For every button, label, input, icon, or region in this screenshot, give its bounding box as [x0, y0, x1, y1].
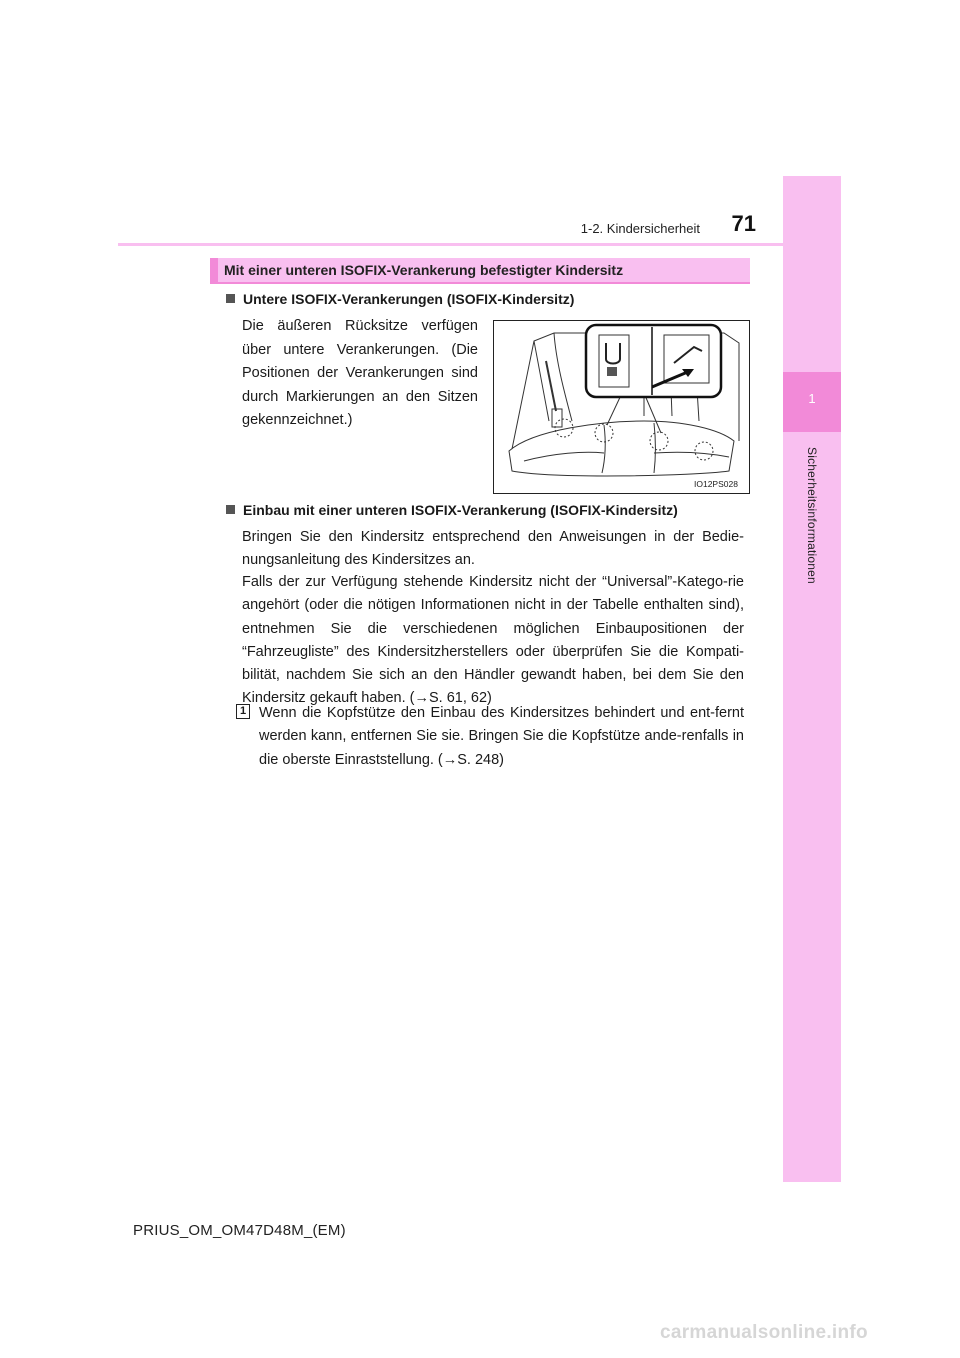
header-rule	[118, 243, 783, 246]
chapter-tab-background	[783, 176, 841, 1182]
isofix-seat-illustration	[493, 320, 750, 494]
installation-paragraph: Bringen Sie den Kindersitz entsprechend den Anweisungen in der Bedie-nungsanleitung des Kindersitzes an.	[242, 529, 744, 569]
header-section-title: 1-2. Kindersicherheit	[580, 221, 700, 236]
figure-code: IO12PS028	[694, 479, 738, 489]
compatibility-paragraph: Falls der zur Verfügung stehende Kindersitz nicht der “Universal”-Katego-rie angehört (oder die nötigen Informationen nicht in der Tabelle enthalten sind), entnehmen Sie die verschiedenen möglichen Einbaupositionen der “Fahrzeugliste” des Kindersitzherstellers oder überprüfen Sie die Kompati-bilität, nachdem Sie sich an den Händler gewandt haben, bei dem Sie den Kindersitz gekauft haben. (→S. 61, 62)	[242, 574, 744, 707]
box-heading-underline	[210, 282, 750, 284]
step-number-badge: 1	[236, 704, 250, 719]
box-heading: Mit einer unteren ISOFIX-Verankerung befestigter Kindersitz	[210, 258, 750, 282]
square-bullet-icon	[226, 294, 235, 303]
footer-document-id: PRIUS_OM_OM47D48M_(EM)	[133, 1222, 346, 1239]
chapter-tab-title	[783, 440, 841, 590]
page-number: 71	[731, 211, 756, 236]
intro-paragraph: Die äußeren Rücksitze verfügen über untere Verankerungen. (Die Positionen der Verankerungen sind durch Markierungen an den Sitzen gekennzeichnet.)	[242, 318, 478, 428]
watermark: carmanualsonline.info	[660, 1322, 868, 1343]
step-text: Wenn die Kopfstütze den Einbau des Kindersitzes behindert und ent-fernt werden kann, entfernen Sie sie. Bringen Sie die Kopfstütze ande-renfalls in die oberste Einraststellung. (→S. 248)	[259, 705, 744, 768]
subheading-installation-text: Einbau mit einer unteren ISOFIX-Verankerung (ISOFIX-Kindersitz)	[243, 502, 678, 518]
subheading-lower-anchors	[226, 291, 574, 307]
chapter-tab-title-text: Sicherheitsinformationen	[805, 446, 819, 584]
rear-seat-drawing	[494, 321, 749, 493]
chapter-tab-number: 1	[808, 391, 816, 406]
subheading-installation	[226, 502, 678, 518]
subheading-lower-anchors-text: Untere ISOFIX-Verankerungen (ISOFIX-Kindersitz)	[243, 291, 575, 307]
square-bullet-icon	[226, 505, 235, 514]
